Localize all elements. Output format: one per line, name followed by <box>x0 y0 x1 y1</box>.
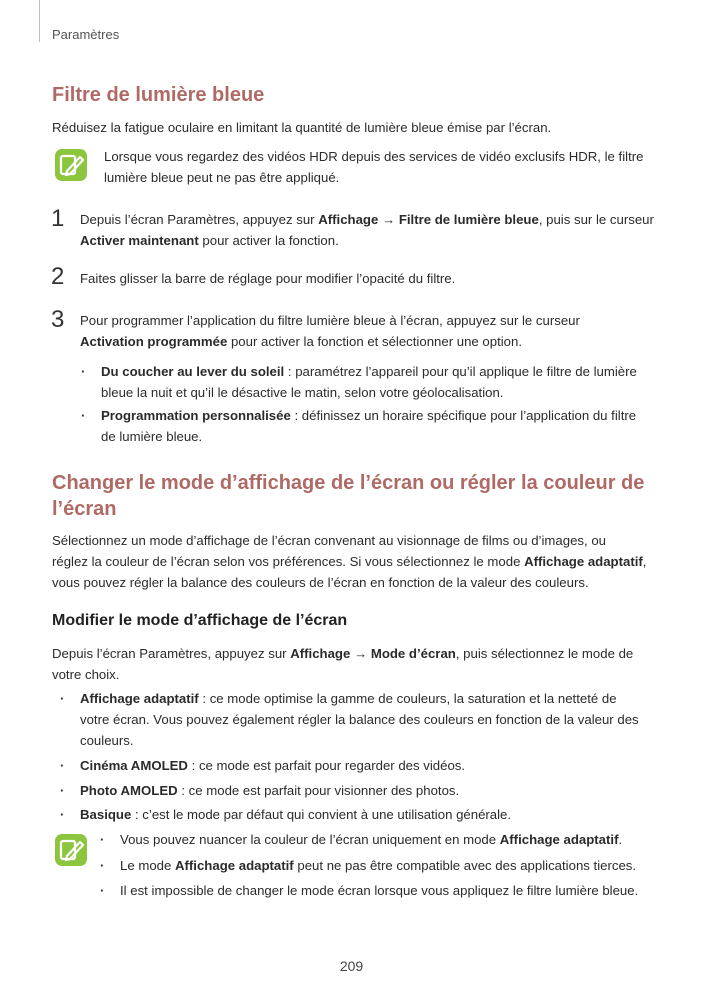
option-custom-line2: de lumière bleue. <box>101 429 203 444</box>
note-blue-filter-conflict: · Il est impossible de changer le mode écran lorsque vous appliquez le filtre lumière bleue. <box>120 880 638 902</box>
blue-filter-intro: Réduisez la fatigue oculaire en limitant la quantité de lumière bleue émise par l’écran. <box>52 120 552 135</box>
sub-section-intro-line1 <box>52 643 633 665</box>
option-sunset-line1 <box>101 361 637 383</box>
page-number: 209 <box>339 958 364 974</box>
mode-photo-title: Photo AMOLED <box>80 783 178 798</box>
mode-photo-line <box>80 780 459 802</box>
note-third-party <box>120 855 636 877</box>
mode-cinema-text: : ce mode est parfait pour regarder des vidéos. <box>187 758 466 773</box>
header-divider <box>39 0 40 42</box>
intro-line2-text-a: réglez la couleur de l’écran selon vos préférences. Si vous sélectionnez le mode <box>52 554 525 569</box>
mode-adaptive-text-a: : ce mode optimise la gamme de couleurs, la saturation et la netteté de <box>198 691 617 706</box>
note-pencil-icon-2 <box>55 834 87 866</box>
screen-mode-title-line2: l’écran <box>52 498 117 520</box>
section-header: Paramètres <box>52 27 120 42</box>
option-custom-title: Programmation personnalisée <box>101 408 291 423</box>
note-2-text-b: Affichage adaptatif <box>175 858 294 873</box>
mode-photo-text: : ce mode est parfait pour visionner des photos. <box>177 783 460 798</box>
step-3-line2 <box>80 331 522 353</box>
note-1-text-a: Vous pouvez nuancer la couleur de l’écran uniquement en mode <box>120 832 500 847</box>
blue-filter-title: Filtre de lumière bleue <box>52 84 265 106</box>
step-1-text-b: Affichage <box>318 212 379 227</box>
step-1-line2 <box>80 230 339 252</box>
screen-mode-title-line1: Changer le mode d’affichage de l’écran ou régler la couleur de <box>52 472 645 494</box>
option-custom-text-a: : définissez un horaire spécifique pour l’application du filtre <box>290 408 637 423</box>
step-number-3: 3 <box>51 306 65 333</box>
step-1-text-d: Filtre de lumière bleue <box>398 212 539 227</box>
mode-basic-text: : c’est le mode par défaut qui convient à une utilisation générale. <box>131 807 512 822</box>
sub-intro-text-a: Depuis l’écran Paramètres, appuyez sur <box>52 646 291 661</box>
note-2-text-c: peut ne pas être compatible avec des applications tierces. <box>293 858 637 873</box>
step-1-text-c: → <box>378 212 399 227</box>
mode-adaptive-line1 <box>80 688 617 710</box>
option-custom-line1 <box>101 405 636 427</box>
step-3-line1: Pour programmer l’application du filtre lumière bleue à l’écran, appuyez sur le curseur <box>80 313 580 328</box>
sub-section-title: Modifier le mode d’affichage de l’écran <box>52 612 348 629</box>
screen-mode-intro-line2 <box>52 551 646 573</box>
step-1-text-g: pour activer la fonction. <box>198 233 339 248</box>
mode-cinema-line <box>80 755 465 777</box>
note-2-text-a: Le mode <box>120 858 175 873</box>
mode-adaptive-line2: votre écran. Vous pouvez également régler la balance des couleurs en fonction de la valeur des <box>80 712 639 727</box>
note-text-line2: lumière bleue peut ne pas être appliqué. <box>104 170 340 185</box>
sub-intro-text-d: Mode d’écran <box>370 646 456 661</box>
option-sunset-text-a: : paramétrez l’appareil pour qu’il applique le filtre de lumière <box>284 364 637 379</box>
option-sunset-line2: bleue la nuit et qu’il le désactive le matin, selon votre géolocalisation. <box>101 385 504 400</box>
sub-intro-text-e: , puis sélectionnez le mode de <box>455 646 634 661</box>
step-1-text-a: Depuis l’écran Paramètres, appuyez sur <box>80 212 319 227</box>
step-1-text-e: , puis sur le curseur <box>538 212 654 227</box>
sub-intro-text-c: → <box>350 646 371 661</box>
mode-basic-line <box>80 804 511 826</box>
mode-basic-title: Basique <box>80 807 132 822</box>
option-sunset-title: Du coucher au lever du soleil <box>101 364 285 379</box>
step-number-2: 2 <box>51 263 65 290</box>
intro-line2-text-c: , <box>642 554 647 569</box>
sub-section-intro-line2: votre choix. <box>52 667 120 682</box>
screen-mode-intro-line3: vous pouvez régler la balance des couleurs de l’écran en fonction de la valeur des couleurs. <box>52 575 589 590</box>
note-pencil-icon <box>55 149 87 181</box>
mode-cinema-title: Cinéma AMOLED <box>80 758 188 773</box>
step-3-text-c: pour activer la fonction et sélectionner une option. <box>227 334 523 349</box>
sub-intro-text-b: Affichage <box>290 646 351 661</box>
mode-adaptive-line3: couleurs. <box>80 733 134 748</box>
note-text-line1: Lorsque vous regardez des vidéos HDR depuis des services de vidéo exclusifs HDR, le filtre <box>104 149 644 164</box>
step-3-text-b: Activation programmée <box>80 334 228 349</box>
mode-adaptive-title: Affichage adaptatif <box>80 691 199 706</box>
step-2-text: Faites glisser la barre de réglage pour modifier l’opacité du filtre. <box>80 271 456 286</box>
note-adaptive-only <box>120 829 622 851</box>
step-number-1: 1 <box>51 205 65 232</box>
note-1-text-b: Affichage adaptatif <box>499 832 619 847</box>
step-1-text-f: Activer maintenant <box>80 233 199 248</box>
screen-mode-intro-line1: Sélectionnez un mode d’affichage de l’écran convenant au visionnage de films ou d’images, ou <box>52 533 606 548</box>
step-1-line1 <box>80 209 654 231</box>
note-1-text-c: . <box>618 832 623 847</box>
intro-line2-text-b: Affichage adaptatif <box>524 554 643 569</box>
